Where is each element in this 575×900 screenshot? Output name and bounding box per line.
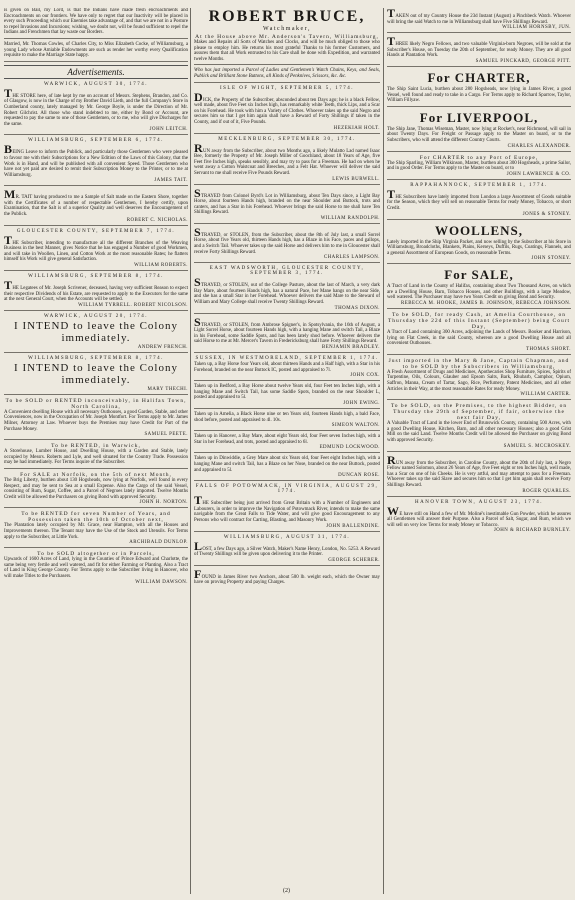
ad-signature: WILLIAM CARTER. xyxy=(520,392,571,398)
ad-heading: For SALE, xyxy=(444,267,514,283)
ad-initial: T xyxy=(387,186,396,201)
page-number: (2) xyxy=(283,888,290,894)
ad-title: To be SOLD altogether or in Parcels, xyxy=(37,551,155,558)
ad-text: TRAYED from Colonel Byrd's Lot in Williamsburg, about Ten Days since, a Light Bay Horse, about fourteen Hands high, branded on the near Shoulder and Buttock, trots and canters, and has a Star in his Forehead. Whoever brings the said Horse to me shall have Ten Shillings Reward. xyxy=(194,193,380,216)
ad-initial: L xyxy=(194,538,203,553)
ad-heading: For LIVERPOOL, xyxy=(419,109,539,125)
ad-heading: WOOLLENS, xyxy=(434,222,524,238)
advertisement xyxy=(4,356,188,395)
ad-dateline: WARWICK, AUGUST 30, 1774. xyxy=(43,81,149,87)
ad-text: AKEN out of my Country House the 23d Instant (August) a Pinchbeck Watch. Whoever will bring the said Watch to me in Williamsburg shall have Five Shillings Reward. xyxy=(387,14,571,25)
ad-signature: WILLIAM RANDOLPH. xyxy=(320,215,380,221)
ad-body xyxy=(387,503,571,529)
ad-notice: I INTEND to leave the Colony immediately. xyxy=(14,319,178,344)
advertisement xyxy=(4,82,188,136)
ad-body xyxy=(387,284,571,301)
ad-text: Taken up in Dinwiddie, a Grey Mare about six Years old, four Feet eight Inches high, with a hanging Mane and switch Tail, has a Blaze on her Nose, branded on the near Buttock, posted and appraised to 5l. xyxy=(194,456,380,473)
ad-initial: R xyxy=(194,140,203,155)
advertisement xyxy=(194,224,380,263)
ad-text: Makes and Repairs all Sorts of Watches and Clocks, and will be much obliged to those who please to employ him. He returns his most grateful Thanks to his former Customers, and assures them that all Work entrusted to his Care shall be done with Expedition, and warranted twelve Months. xyxy=(194,40,380,62)
ad-signature: THOMAS SHORT. xyxy=(526,346,571,352)
ad-signature: THOMAS DIXON. xyxy=(334,305,380,311)
ad-text: The Ship Jane, Thomas Wiseman, Master, now lying at Rocket's, near Richmond, will sail in about Twenty Days. For Freight or Passage apply to the Master on board, or to the Subscribers, who will attend the different Country Courts. xyxy=(387,126,571,143)
ad-signature: JAMES TAIT. xyxy=(154,178,188,184)
advertisement xyxy=(4,398,188,440)
ad-signature: EDMUND LOCKWOOD. xyxy=(319,445,380,451)
ad-signature: JOHN H. NORTON. xyxy=(139,500,188,506)
ad-body xyxy=(194,412,380,423)
ad-signature: HEZEKIAH HOLT. xyxy=(333,125,380,131)
ad-text: is given on Bail, my Lord, is that the Indians have made fresh encroachments and Encroachments on our frontiers. We have only to regret that our Inactivity will be placed in every such Proceeding which our Enemies take advantage of, and that we are not in a Posture to repel Invasions and Incursions; wishing, we doubt not, will be found sufficient to repel the Indians and Frenchmen that lay waste our Borders. xyxy=(4,8,188,36)
ad-dateline: WILLIAMSBURG, SEPTEMBER 8, 1774. xyxy=(28,355,164,361)
advertisement xyxy=(4,511,188,548)
ad-text: TRAYED, or STOLEN, from the Subscriber, about the 8th of July last, a small Sorrel Horse, about five Years old, thirteen Hands high, has a Blaze in his Face, paces and gallops, and a Switch Tail. Whoever takes up the said Horse and delivers him to me in Gloucester shall receive Forty Shillings Reward. xyxy=(194,232,380,255)
ad-dateline: WILLIAMSBURG, SEPTEMBER 6, 1774. xyxy=(28,138,164,144)
ad-signature: DUNCAN ROSE. xyxy=(338,473,380,479)
ad-signature: SAMUEL S. MCCROSKEY. xyxy=(503,443,571,449)
ad-body xyxy=(194,277,380,305)
ad-dateline: HANOVER TOWN, AUGUST 23, 1774. xyxy=(415,499,543,505)
ad-body xyxy=(194,224,380,255)
advertisement xyxy=(194,484,380,531)
ad-body xyxy=(194,89,380,126)
ad-body xyxy=(4,449,188,466)
advertisement xyxy=(387,110,571,152)
ad-initial: S xyxy=(194,185,201,200)
ad-dateline: ISLE OF WIGHT, SEPTEMBER 5, 1774. xyxy=(219,85,355,91)
advertisement xyxy=(4,274,188,311)
ad-text: A Valuable Tract of Land in the lower End of Brunswick County, containing 500 Acres, with a good Dwelling House, Kitchen, Barn, and all other necessary Houses; also a good Grist Mill on the said Land. Twelve Months Credit will be allowed the Purchaser on giving Bond with approved Security. xyxy=(387,421,571,443)
ad-signature: WILLIAM HORNSBY, JUN. xyxy=(502,25,571,31)
ad-initial: D xyxy=(194,89,203,104)
advertisement xyxy=(194,384,380,409)
ad-signature: ANDREW FRENCH. xyxy=(137,344,188,350)
ad-initial: T xyxy=(4,232,13,247)
ad-initial: S xyxy=(194,224,201,239)
ad-signature: JOHN & RICHARD BURNLEY. xyxy=(493,528,571,534)
ad-text: OUND in James River two Anchors, about 500 lb. weight each, which the Owner may have on proving Property and paying Charges. xyxy=(194,574,380,586)
ad-initial: F xyxy=(194,566,202,581)
ad-text: Taken up in Amelia, a Black Horse nine or ten Years old, fourteen Hands high, a bald Face, shod before, posted and appraised to 4l. 10s. xyxy=(194,411,380,423)
ad-text: The Plantation lately occupied by Mr. Grace, near Hampton, with all the Houses and Improvements thereon. The Tenant may have the Use of the Stock and Utensils. For Terms apply to the Subscriber, at Little York. xyxy=(4,523,188,540)
ad-body xyxy=(194,40,380,62)
ad-body xyxy=(387,87,571,104)
ad-title: To be RENTED for seven Number of Years, and Possession taken the 10th of October next, xyxy=(21,511,171,524)
ad-text: A Fresh Assortment of Drugs and Medicines, Apothecaries Shop Furniture, Spices, Spirits of Turpentine, Oils, Colours, Glauber and Epsom Salts, Bark, Rhubarb, Camphor, Opium, Saffron, Manna, Cream of Tartar, Sago, Rice, Perfumery, Patent Medicines, and all other Articles in their Way, at the most reasonable Rates for ready Money. xyxy=(387,369,571,392)
ad-text: The Ship Saint Lucia, burthen about 280 Hogsheads, now lying in James River, a good Vessel, well found and ready to take in a Cargo. For Terms apply to Richard Sparrow, Taylor, William Fillyaw. xyxy=(387,86,571,104)
advertisement xyxy=(194,535,380,566)
advertisement xyxy=(387,223,571,265)
ad-body xyxy=(194,495,380,523)
ad-dateline: MECKLENBURG, SEPTEMBER 30, 1774. xyxy=(218,136,356,142)
advertisement xyxy=(387,8,571,33)
advertisement xyxy=(194,266,380,313)
ad-text: Married, Mr. Thomas Cowles, of Charles City, to Miss Elizabeth Cocke, of Williamsburg, a young Lady whose Amiable Endowments are such as render her worthy every Qualification requisite to make the Marriage State happy. xyxy=(4,41,188,59)
advertisement xyxy=(4,443,188,469)
ad-body xyxy=(4,557,188,579)
ad-body xyxy=(194,384,380,401)
advertisement xyxy=(194,185,380,224)
ad-text: E have still on Hand a few of Mr. Moliné's inestimable Gun Powder, which he assures all Gentlemen will answer their Purpose. Also a Parcel of Salt, Sugar, and Rum, which we will sell on very low Terms for ready Money or Tobacco. xyxy=(387,511,571,528)
ad-body xyxy=(194,538,380,558)
ad-body xyxy=(194,185,380,216)
ad-body xyxy=(4,410,188,432)
ad-signature: MARY THECHI. xyxy=(147,386,188,392)
advertisement xyxy=(387,36,571,67)
advertisement xyxy=(4,472,188,508)
ad-signature: JONES & STONEY. xyxy=(522,211,571,217)
ad-text: Upwards of 1600 Acres of Land, lying in the Counties of Prince Edward and Charlotte, the same being very fertile and well watered, and fit for either Farming or Planting. Also a Tract of Land in King George County. For Terms apply to the Subscriber living in Hanover, who will make Titles to the Purchasers. xyxy=(4,557,188,579)
ad-body xyxy=(4,85,188,128)
ad-initial: W xyxy=(387,503,400,518)
ad-body xyxy=(194,456,380,473)
ad-body xyxy=(387,370,571,392)
ad-text: A Tract of Land containing 300 Acres, adjoining the Lands of Messrs. Booker and Harrison, lying on Flat Creek, in the said County, whereon are a good Dwelling House and all convenient Outhouses. xyxy=(387,330,571,347)
ad-signature: JOHN LAWRENCE & CO. xyxy=(506,171,571,177)
advertisement xyxy=(194,68,380,82)
advertisement xyxy=(387,312,571,355)
ad-body xyxy=(387,452,571,489)
ad-text: R. TAIT having produced to me a Sample of Salt made on the Eastern Shore, together with the Certificates of a number of respectable Gentlemen, I hereby certify, upon Examination, that the Salt is of a superior Quality and well deserves the Encouragement of the Publick. xyxy=(4,195,188,218)
ad-notice: I INTEND to leave the Colony immediately. xyxy=(14,361,178,386)
ad-text: HE Legatees of Mr. Joseph Scrivener, deceased, having very sufficient Reason to expect their respective Dividends of his Estate, are requested to apply to the Executors for the same at the next General Court, when the Accounts will be settled. xyxy=(4,286,188,303)
section-heading: Advertisements. xyxy=(4,65,188,79)
ad-body xyxy=(4,232,188,263)
ad-signature: ROGER QUARLES. xyxy=(522,488,571,494)
ad-initial: R xyxy=(387,452,396,467)
ad-initial: B xyxy=(4,142,13,157)
advertisement xyxy=(194,86,380,134)
ad-signature: WILLIAM ROBERTS. xyxy=(134,263,188,269)
ad-body xyxy=(387,421,571,443)
ad-dateline: EAST WADSWORTH, GLOUCESTER COUNTY, SEPTEMBER 3, 1774. xyxy=(209,266,365,277)
column-rule xyxy=(190,8,191,894)
advertisement xyxy=(194,456,380,481)
ad-signature: CHARLES ALEXANDER. xyxy=(507,143,571,149)
ad-body xyxy=(4,8,188,36)
ad-signature: JOHN STONEY. xyxy=(531,256,571,262)
ad-text: A Convenient dwelling House with all necessary Outhouses, a good Garden, Stable, and other Conveniences, now in the Occupation of Mr. Joseph Montfort. For Terms apply to Mr. James Milner, Attorney at Law. Whoever buys the Premises may have Credit for Part of the Purchase Money. xyxy=(4,409,188,432)
ad-text: Who has just imported a Parcel of Ladies and Gentlemen's Watch Chains, Keys, and Seals, Publick and Brilliant Stone Buttons, all Kinds of Penknives, Scissors, &c. &c. xyxy=(194,68,380,79)
ad-body xyxy=(194,566,380,586)
ad-initial: T xyxy=(4,278,13,293)
ad-text: UN away from the Subscriber, in Caroline County, about the 20th of July last, a Negro Fellow named Solomon, about 26 Years of Age, five Feet eight or ten Inches high, well made, has a Scar on one of his Cheeks. He is very artful, and may attempt to pass for a Freeman. Whoever takes up the said Slave and secures him so that I get him again shall receive Forty Shillings Reward. xyxy=(387,460,571,488)
ad-body xyxy=(4,189,188,217)
advertisement xyxy=(387,452,571,497)
ad-heading: For CHARTER, xyxy=(427,69,531,85)
ad-title: To be RENTED, in Warwick, xyxy=(51,443,141,450)
column-right xyxy=(387,8,571,894)
ad-text: The Ship Sparling, William Wilkinson, Master, burthen about 300 Hogsheads, a prime Sailor, and in good Order. For Terms apply to the Master on board, or to xyxy=(387,160,571,172)
ad-body xyxy=(387,240,571,257)
ad-body xyxy=(387,186,571,212)
ad-body xyxy=(387,330,571,347)
ad-signature: WILLIAM TYRRELL. ROBERT NICOLSON. xyxy=(78,302,188,308)
ad-title: To be SOLD, for ready Cash, at Amelia Courthouse, on Thursday the 22d of this Instant (September) being Court Day, xyxy=(387,312,571,331)
advertisement xyxy=(4,229,188,271)
advertisement xyxy=(194,314,380,353)
ad-dateline: RAPPAHANNOCK, SEPTEMBER 1, 1774. xyxy=(410,182,548,188)
masthead-subtitle: Watchmaker, xyxy=(263,26,311,32)
ad-text: EING Leave to inform the Publick, and particularly those Gentlemen who were pleased to favour me with their Subscriptions for a New Edition of the Laws of this Colony, that the Work is in Hand, and will be published with all convenient Speed. Those Gentlemen who have not yet paid are desired to remit their Subscription Money to the Printer, or to me at Williamsburg. xyxy=(4,150,188,178)
advertisement xyxy=(4,42,188,62)
ad-signature: SAMUEL PEETE. xyxy=(144,432,188,438)
advertisement xyxy=(387,70,571,107)
column-left xyxy=(4,8,188,894)
ad-dateline: SUSSEX, IN WESTMORELAND, SEPTEMBER 1, 1774. xyxy=(195,356,379,361)
ad-initial: T xyxy=(4,85,13,100)
ad-body xyxy=(4,144,188,178)
advertisement xyxy=(4,138,188,186)
ad-text: Taken up, a Bay Horse four Years old, about thirteen Hands and a Half high, with a Star in his Forehead, branded on the near Buttock IC, posted and appraised to 7l. xyxy=(194,362,380,373)
ad-text: TRAYED, or STOLEN, from Ambrose Spigner's, in Spotsylvania, the 16th of August, a Light Sorrel Horse, about fourteen Hands high, with a hanging Mane and switch Tail, a Blaze in his Forehead, some Saddle Spots, and has been lately shod before. Whoever delivers the said Horse to me at Mr. Mercer's Tavern in Fredericksburg shall have Forty Shillings Reward. xyxy=(194,322,380,345)
ad-signature: BENJAMIN BRADLEY. xyxy=(321,345,380,350)
ad-text: A Storehouse, Lumber House, and Dwelling House, with a Garden and Stable, lately occupied by Messrs. Roberts and Lyle, and well situated for the Country Trade. Possession may be had immediately. For Terms inquire of the Subscriber. xyxy=(4,449,188,466)
advertisement xyxy=(4,314,188,353)
ad-text: HE STORE here, of late kept by me on account of Messrs. Stephens, Brandon, and Co. of Glasgow, is now in the Charge of my Brother David Lieth, and the full Company's Store in Cumberland county, lately managed by Mr. George Boyle, is under the Direction of Mr. Robert Gilchrist. All those who stand indebted to me, either by Bond or Account, are requested to pay the same to one of those Gentlemen, or to me, who will give Discharges for the same. xyxy=(4,93,188,127)
ad-body xyxy=(4,280,188,303)
ad-initial: M xyxy=(4,187,16,202)
masthead-location: At the House above Mr. Anderson's Tavern, Williamsburg, xyxy=(195,34,379,40)
ad-dateline: GLOUCESTER COUNTY, SEPTEMBER 7, 1774. xyxy=(16,228,176,234)
ad-body xyxy=(387,36,571,59)
ad-body xyxy=(194,434,380,445)
ad-signature: GEORGE SCHERER. xyxy=(328,557,380,563)
advertisement xyxy=(194,137,380,185)
advertisement xyxy=(387,403,571,451)
ad-text: HREE likely Negro Fellows, and two valuable Virginia-born Negroes, will be sold at the Subscriber's House, on Tuesday the 20th of September, for ready Money. They are all good Hands at Plantation Work. xyxy=(387,42,571,59)
ad-text: HE Subscriber being just arrived from Great Britain with a Number of Engineers and Labourers, in order to improve the Navigation of Potowmack River, intends to make the same navigable from the Great Falls to Tide Water, and will give good Encouragement to any Persons who will contract for Carting, Blasting, and Masonry Work. xyxy=(194,501,380,523)
ad-body xyxy=(4,478,188,500)
ad-signature: LEWIS BURWELL. xyxy=(332,176,380,182)
advertisement xyxy=(194,434,380,453)
ad-initial: T xyxy=(387,34,396,49)
ad-body xyxy=(387,161,571,172)
ad-signature: JOHN EWING. xyxy=(343,400,380,406)
ad-signature: JOHN LEITCH. xyxy=(149,127,188,133)
advertisement xyxy=(4,189,188,225)
masthead-title: ROBERT BRUCE, xyxy=(208,8,366,25)
ad-text: HE Subscriber, intending to manufacture all the different Branches of the Weaving Business in the best Manner, gives Notice that he has engaged a Number of good Workmen, and will take in Woollen, Linen, and Cotton Work at the most reasonable Rates; he flatters himself his Work will give general Satisfaction. xyxy=(4,240,188,263)
column-center xyxy=(194,8,380,894)
ad-signature: SAMUEL PINCKARD, GEORGE PITT. xyxy=(475,58,571,64)
advertisement xyxy=(387,500,571,536)
advertisement xyxy=(194,566,380,588)
ad-initial: S xyxy=(194,314,201,329)
ad-body xyxy=(194,68,380,79)
ad-body xyxy=(4,42,188,59)
ad-signature: JOHN COX. xyxy=(350,373,380,379)
advertisement xyxy=(4,8,188,39)
ad-signature: ARCHIBALD DUNLOP. xyxy=(129,540,188,546)
ad-signature: JOHN BALLENDINE. xyxy=(326,523,380,529)
ad-body xyxy=(4,523,188,540)
ad-text: ICK, the Property of the Subscriber, absconded about ten Days ago; he is a black Fellow, well made, about five Feet six Inches high, has remarkably white Teeth, thick Lips, and a Scar on his Forehead. He took with him a Variety of Clothes. Whoever takes up the said Negro and secures him so that I get him again shall have a Reward of Forty Shillings if taken in the County, and if out of it, Five Pounds. xyxy=(194,97,380,125)
ad-dateline: FALLS OF POTOWMACK, IN VIRGINIA, AUGUST 29, 1774. xyxy=(195,484,379,495)
advertisement xyxy=(194,412,380,431)
ad-body xyxy=(387,8,571,25)
ad-text: UN away from the Subscriber, about two Months ago, a likely Mulatto Lad named Isaac Bee, formerly the Property of Mr. Joseph Miller of Goochland, about 18 Years of Age, five Feet five Inches high, speaks sensibly, and may try to pass for a Freeman. He had on when he went away a Cotton Waistcoat and Breeches, and a Felt Hat. Whoever will deliver the said Servant to me shall receive Five Pounds Reward. xyxy=(194,148,380,176)
ad-body xyxy=(194,314,380,345)
advertisement xyxy=(194,40,380,65)
ad-body xyxy=(387,127,571,144)
ad-title: For CHARTER to any Port of Europe, xyxy=(419,154,539,161)
ad-text: OST, a few Days ago, a Silver Watch, Maker's Name Henry, London, No. 5253. A Reward of Twenty Shillings will be given upon delivering it to the Printer. xyxy=(194,546,380,558)
column-rule xyxy=(383,8,384,894)
ad-dateline: WILLIAMSBURG, AUGUST 31, 1774. xyxy=(223,534,351,540)
ad-signature: SIMEON WALTON. xyxy=(331,423,380,429)
ad-text: Taken up in Bedford, a Bay Horse about twelve Years old, four Feet ten Inches high, with a hanging Mane and Switch Tail, has some Saddle Spots, branded on the near Shoulder L, posted and appraised to 5l. xyxy=(194,384,380,401)
advertisement xyxy=(387,155,571,180)
ad-signature: ROBERT C. NICHOLAS. xyxy=(126,217,188,223)
ad-title: To be SOLD or RENTED inconceivably, in Halifax Town, North Carolina, xyxy=(5,397,187,410)
ad-body xyxy=(194,362,380,373)
ad-signature: REBECCA M. HOOKE, JAMES B. JOHNSON, REBECCA JOHNSON. xyxy=(400,301,571,307)
ad-title: Just imported in the Mary & Jane, Captain Chapman, and to be SOLD by the Subscribers in Williamsburg, xyxy=(388,357,570,370)
ad-text: Lately imported in the Ship Virginia Packet, and now selling by the Subscriber at his Store in Williamsburg, Broadcloths, Blankets, Plains, Kerseys, Duffils, Rugs, Coatings, Flannels, and a general Assortment of European Goods, on reasonable Terms. xyxy=(387,239,571,256)
ad-text: HE Subscribers have lately imported from London a large Assortment of Goods suitable for the Season, which they will sell on reasonable Terms for ready Money, Tobacco, or short Credit. xyxy=(387,194,571,211)
ad-text: TRAYED, or STOLEN, out of the College Pasture, about the last of March, a very dark Bay Mare, about fourteen Hands high, has a natural Pace, her Mane hangs on the near Side, and she has a small Star in her Forehead. Whoever delivers the said Mare to the Steward of William and Mary College shall receive Twenty Shillings Reward. xyxy=(194,283,380,306)
ad-title: To be SOLD, on the Premises, to the highest Bidder, on Thursday the 29th of September, if fair, otherwise the next fair Day, xyxy=(390,403,568,422)
ad-initial: S xyxy=(194,275,201,290)
ad-text: The Brig Liberty, burthen about 130 Hogsheads, now lying at Norfolk, well found in every Respect, and may be sent to Sea at a small Expense. Also the Cargo of the said Vessel, consisting of Rum, Sugar, Coffee, and a Parcel of Negroes lately imported. Twelve Months Credit will be allowed the Purchasers on giving Bond with approved Security. xyxy=(4,477,188,500)
ad-signature: CHARLES LAMPSON. xyxy=(323,255,380,261)
advertisement xyxy=(387,358,571,400)
ad-initial: T xyxy=(194,493,203,508)
ad-signature: WILLIAM DAWSON. xyxy=(135,579,188,585)
advertisement xyxy=(194,356,380,381)
ad-initial: T xyxy=(387,8,396,20)
ad-body xyxy=(194,140,380,177)
ad-dateline: WARWICK, AUGUST 20, 1774. xyxy=(43,313,149,319)
ad-dateline: WILLIAMSBURG, SEPTEMBER 8, 1774. xyxy=(28,274,164,280)
ad-title: For SALE at Norfolk, on the 5th of next Month, xyxy=(20,471,172,478)
advertisement xyxy=(387,183,571,220)
ad-text: Taken up in Hanover, a Bay Mare, about eight Years old, four Feet seven Inches high, with a Star in her Forehead, and trots, posted and appraised to 6l. xyxy=(194,434,380,445)
ad-text: A Tract of Land in the County of Halifax, containing about Two Thousand Acres, on which are a Dwelling House, Barn, Tobacco Houses, and other Buildings, with a large Meadow, well watered. The Purchaser may have two Years Credit on giving Bond and Security. xyxy=(387,284,571,301)
advertisement xyxy=(387,267,571,309)
advertisement xyxy=(4,551,188,586)
